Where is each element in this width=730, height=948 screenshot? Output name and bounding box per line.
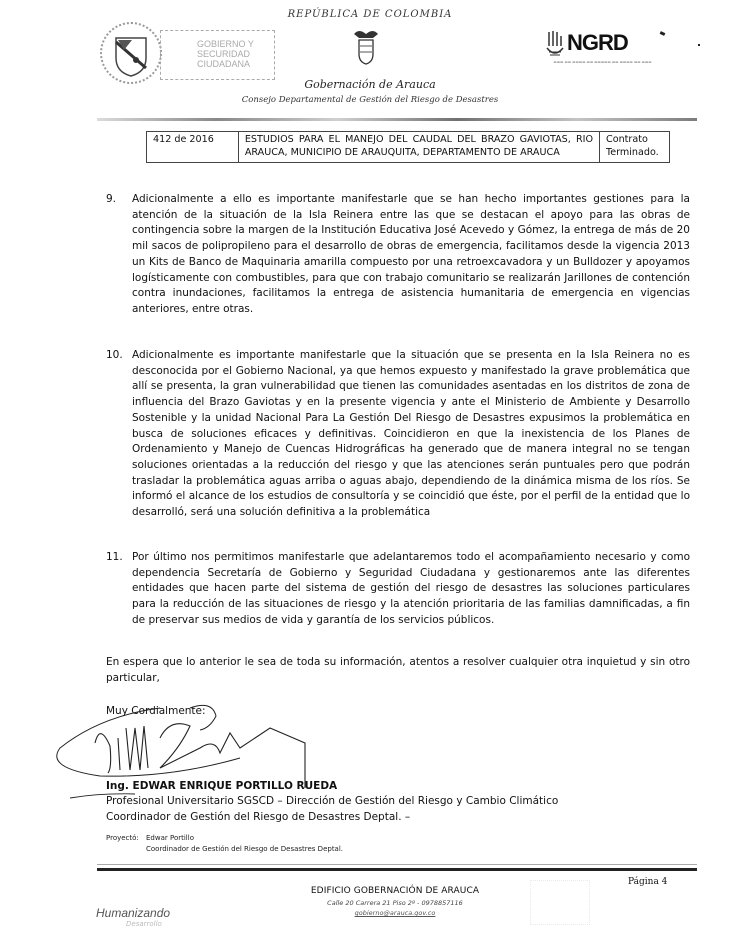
secretaria-gobierno-logo xyxy=(100,22,290,84)
table-row xyxy=(147,132,670,163)
ngrd-logo xyxy=(545,30,675,90)
contract-status: Contrato Terminado. xyxy=(600,132,670,163)
footer-building: EDIFICIO GOBERNACIÓN DE ARAUCA xyxy=(310,886,480,896)
footer-divider xyxy=(97,868,697,871)
item-number: 10. xyxy=(106,349,123,361)
shield-seal-icon xyxy=(100,22,162,84)
footer-slogan: Humanizando xyxy=(96,906,171,920)
footer-faded-logo-icon xyxy=(530,880,590,925)
closing-paragraph: En espera que lo anterior le sea de toda su información, atentos a resolver cualquier otra inquietud y sin otro particular, xyxy=(106,656,690,684)
ngrd-name: NGRD xyxy=(567,30,628,55)
signer-role-1: Profesional Universitario SGSCD – Dirección de Gestión del Riesgo y Cambio Climático xyxy=(106,795,559,807)
item-text: Adicionalmente es importante manifestarle que la situación que se presenta en la Isla Reinera no es desconocida por el Gobierno Nacional, ya que hemos expuesto y manifestado la grave problemática que allí se presenta, la gran vulnerabilidad que tienen las comunidades asentadas en los distritos de zona de influencia del Brazo Gaviotas y en la presente vigencia y ante el Ministerio de Ambiente y Desarrollo Sostenible y la unidad Nacional Para La Gestión Del Riesgo de Desastres expusimos la problemática en busca de soluciones eficaces y definitivas. Coincidieron en que la inexistencia de los Planes de Ordenamiento y Manejo de Cuencas Hidrográficas ha generado que de manera integral no se tengan soluciones orientadas a la reducción del riesgo y que las atenciones serán puntuales pero que podrán trasladar la problemática aguas arriba o aguas abajo, dependiendo de la dinámica misma de los ríos. Se informó el alcance de los estudios de consultoría y se coincidió que éste, por el perfil de la entidad que lo desarrolló, será una solución definitiva a la problemática xyxy=(132,349,690,519)
item-text: Por último nos permitimos manifestarle que adelantaremos todo el acompañamiento necesario y como dependencia Secretaría de Gobierno y Seguridad Ciudadana y gestionaremos ante las diferentes entidades que hacen parte del sistema de gestión del riesgo de desastres las soluciones particulares para la reducción de las situaciones de riesgo y la atención prioritaria de las familias damnificadas, a fin de preservar sus medios de vida y garantía de los servicios públicos. xyxy=(132,551,690,626)
letterhead xyxy=(0,0,730,120)
proyecto-label: Proyectó: xyxy=(106,834,139,842)
signer-name: Ing. EDWAR ENRIQUE PORTILLO RUEDA xyxy=(106,780,338,792)
item-text: Adicionalmente a ello es importante manifestarle que se han hecho importantes gestiones para la atención de la situación de la Isla Reinera entre las que se destacan el apoyo para las obras de contingencia sobre la margen de la Institución Educativa José Acevedo y Gómez, la entrega de más de 20 mil sacos de polipropileno para el desarrollo de obras de emergencia, facilitamos desde la vigencia 2013 un Kits de Banco de Maquinaria amarilla compuesto por una retroexcavadora y un Bulldozer y apoyamos logísticamente con combustibles, para que con trabajo comunitario se realizarán Jarillones de contención contra inundaciones, facilitamos la entrega de asistencia humanitaria de emergencia en vigencias anteriores, entre otras. xyxy=(132,193,690,315)
secretaria-text-box xyxy=(160,30,275,80)
footer-email: gobierno@arauca.gov.co xyxy=(354,909,436,917)
gobernacion-title: Gobernación de Arauca xyxy=(304,78,436,91)
proyecto-role: Coordinador de Gestión del Riesgo de Desastres Deptal. xyxy=(146,845,344,853)
consejo-subtitle: Consejo Departamental de Gestión del Riesgo de Desastres xyxy=(241,95,499,105)
contract-number: 412 de 2016 xyxy=(147,132,239,163)
scan-speck xyxy=(698,44,700,46)
ngrd-subtext: ▬▬▬ ▬▬ ▬▬▬▬ ▬▬ ▬▬▬▬▬ ▬▬ ▬▬▬▬ ▬▬ ▬▬▬ xyxy=(553,60,652,64)
signer-role-2: Coordinador de Gestión del Riesgo de Desastres Deptal. – xyxy=(106,811,411,823)
page-number: Página 4 xyxy=(628,877,668,887)
salutation: Muy Cordialmente: xyxy=(106,705,206,717)
list-item-10 xyxy=(106,348,690,521)
coat-of-arms-icon xyxy=(351,28,381,68)
proyecto-note xyxy=(106,833,343,855)
item-number: 11. xyxy=(106,551,123,563)
item-number: 9. xyxy=(106,193,117,205)
contract-description: ESTUDIOS PARA EL MANEJO DEL CAUDAL DEL BRAZO GAVIOTAS, RIO ARAUCA, MUNICIPIO DE ARAUQUITA, DEPARTAMENTO DE ARAUCA xyxy=(238,132,599,163)
footer-address: Calle 20 Carrera 21 Piso 2º - 0978857116 xyxy=(327,899,463,907)
hand-icon xyxy=(545,30,565,58)
list-item-11 xyxy=(106,550,690,629)
republica-heading: REPÚBLICA DE COLOMBIA xyxy=(287,9,453,20)
logo-line: SECURIDAD xyxy=(197,49,251,59)
logo-line: GOBIERNO Y xyxy=(197,39,254,49)
contract-table xyxy=(146,131,670,163)
footer-slogan-sub: Desarrollo xyxy=(126,920,162,928)
list-item-9 xyxy=(106,192,690,318)
footer-divider-thin xyxy=(97,864,697,865)
logo-line: CIUDADANA xyxy=(197,59,251,69)
proyecto-name: Edwar Portillo xyxy=(146,834,194,842)
header-divider xyxy=(97,118,697,121)
